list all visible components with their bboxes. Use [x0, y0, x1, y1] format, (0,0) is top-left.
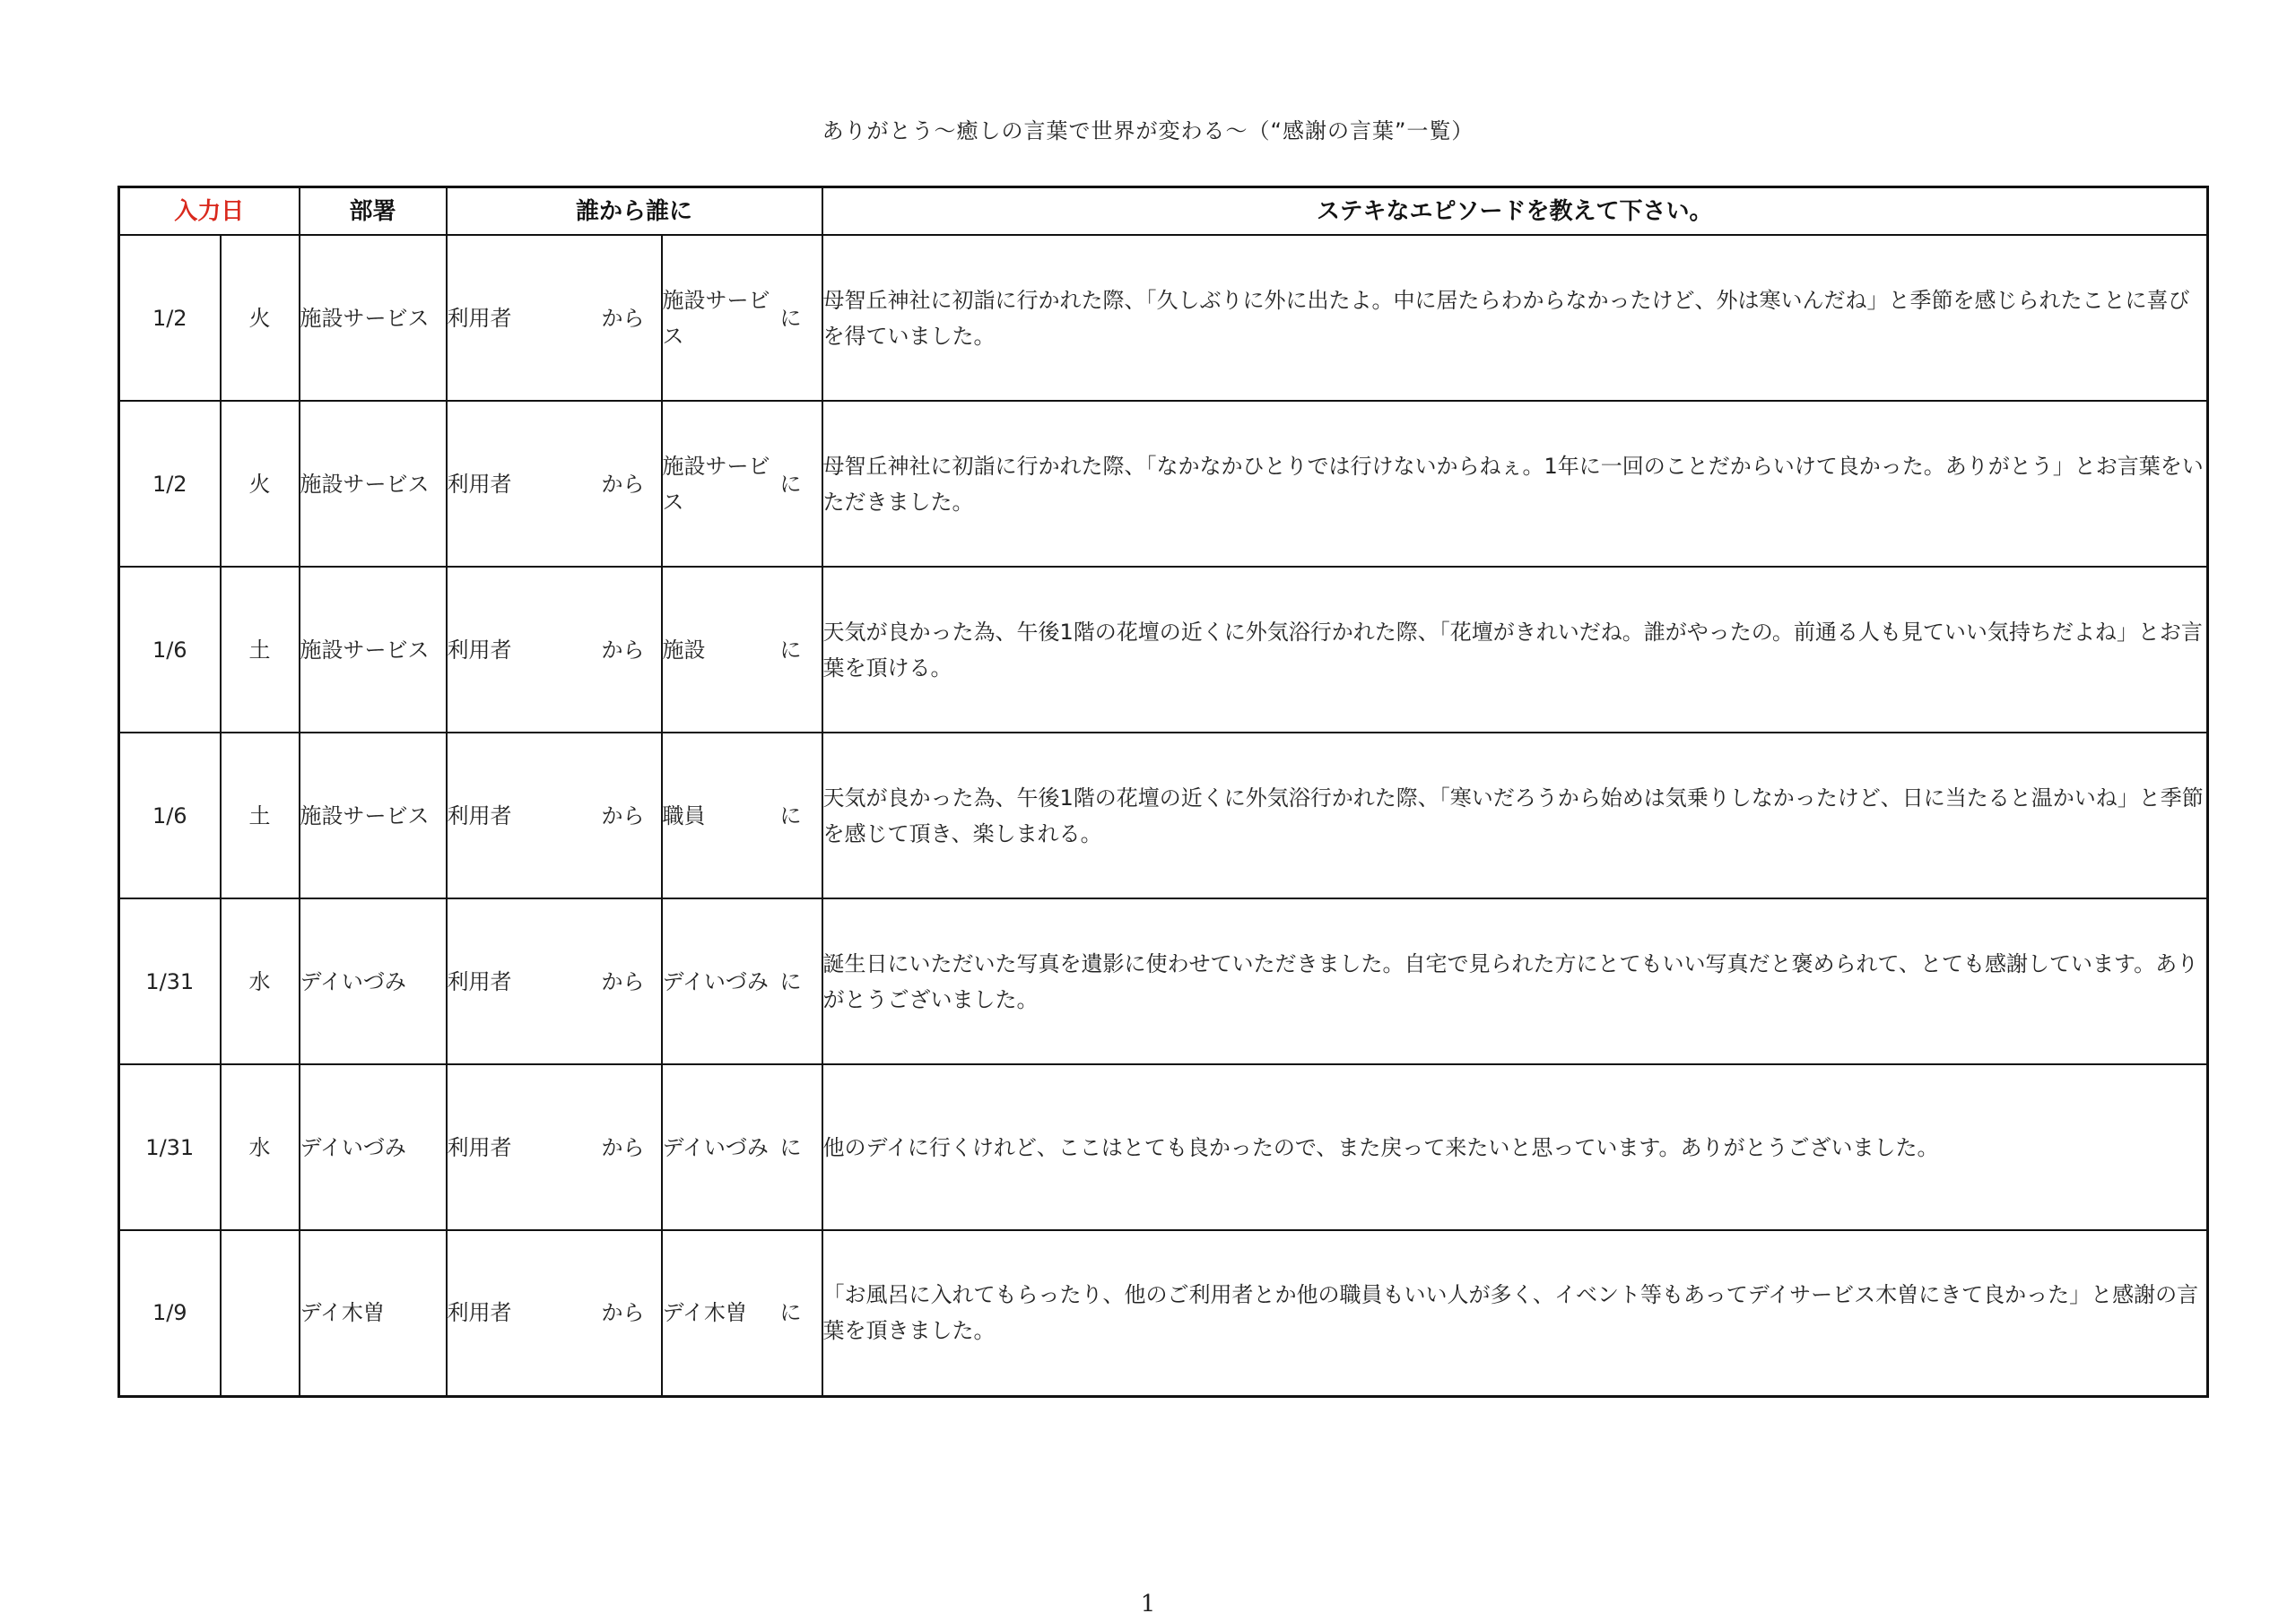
- row-episode: 「お風呂に入れてもらったり、他のご利用者とか他の職員もいい人が多く、イベント等もあってデイサービス木曽にきて良かった」と感謝の言葉を頂きました。: [822, 1230, 2208, 1396]
- header-from-to: 誰から誰に: [447, 187, 822, 236]
- row-to-cell: [662, 733, 822, 898]
- header-input-date: 入力日: [119, 187, 300, 236]
- row-from-cell: [447, 733, 662, 898]
- row-from: 利用者: [447, 802, 512, 828]
- row-department: デイ木曽: [300, 1230, 447, 1396]
- row-to-cell: [662, 1064, 822, 1230]
- row-to: 施設サービス: [662, 287, 770, 349]
- row-to-cell: [662, 235, 822, 401]
- row-from: 利用者: [447, 471, 512, 497]
- header-department: 部署: [300, 187, 447, 236]
- row-from-particle: から: [601, 1134, 645, 1160]
- row-to-particle: に: [779, 1300, 802, 1326]
- row-episode: 母智丘神社に初詣に行かれた際、「なかなかひとりでは行けないからねぇ。1年に一回のことだからいけて良かった。ありがとう」とお言葉をいただきました。: [822, 401, 2208, 567]
- row-episode: 天気が良かった為、午後1階の花壇の近くに外気浴行かれた際、「花壇がきれいだね。誰がやったの。前通る人も見ていい気持ちだよね」とお言葉を頂ける。: [822, 567, 2208, 733]
- row-to-cell: [662, 1230, 822, 1396]
- row-department: 施設サービス: [300, 235, 447, 401]
- row-weekday: 水: [221, 898, 300, 1064]
- row-from-cell: [447, 235, 662, 401]
- row-episode: 母智丘神社に初詣に行かれた際、「久しぶりに外に出たよ。中に居たらわからなかったけど、外は寒いんだね」と季節を感じられたことに喜びを得ていました。: [822, 235, 2208, 401]
- row-date: 1/6: [119, 567, 221, 733]
- row-date: 1/2: [119, 401, 221, 567]
- row-episode: 天気が良かった為、午後1階の花壇の近くに外気浴行かれた際、「寒いだろうから始めは気乗りしなかったけど、日に当たると温かいね」と季節を感じて頂き、楽しまれる。: [822, 733, 2208, 898]
- row-from: 利用者: [447, 968, 512, 994]
- row-department: 施設サービス: [300, 567, 447, 733]
- row-department: デイいづみ: [300, 898, 447, 1064]
- row-date: 1/2: [119, 235, 221, 401]
- row-to-particle: に: [779, 802, 802, 828]
- row-to-cell: [662, 898, 822, 1064]
- row-to-cell: [662, 567, 822, 733]
- row-date: 1/6: [119, 733, 221, 898]
- row-from: 利用者: [447, 1300, 512, 1326]
- row-date: 1/31: [119, 898, 221, 1064]
- row-from-particle: から: [601, 305, 645, 331]
- row-to: 職員: [662, 802, 706, 828]
- row-from-particle: から: [601, 637, 645, 663]
- row-to-particle: に: [779, 305, 802, 331]
- row-to-particle: に: [779, 471, 802, 497]
- table-row: [119, 898, 2208, 1064]
- table-row: [119, 733, 2208, 898]
- row-from: 利用者: [447, 1134, 512, 1160]
- row-from: 利用者: [447, 305, 512, 331]
- row-to-particle: に: [779, 637, 802, 663]
- row-weekday: [221, 1230, 300, 1396]
- row-weekday: 土: [221, 733, 300, 898]
- row-date: 1/31: [119, 1064, 221, 1230]
- row-from-cell: [447, 1230, 662, 1396]
- table-row: [119, 1230, 2208, 1396]
- row-from-cell: [447, 898, 662, 1064]
- table-header-row: [119, 187, 2208, 236]
- table-row: [119, 1064, 2208, 1230]
- row-weekday: 火: [221, 235, 300, 401]
- row-to: デイ木曽: [662, 1300, 747, 1326]
- table-row: [119, 235, 2208, 401]
- row-department: デイいづみ: [300, 1064, 447, 1230]
- row-to: 施設サービス: [662, 453, 770, 515]
- document-title: ありがとう〜癒しの言葉で世界が変わる〜（“感謝の言葉”一覧）: [822, 118, 1474, 143]
- row-to-cell: [662, 401, 822, 567]
- row-episode: 誕生日にいただいた写真を遺影に使わせていただきました。自宅で見られた方にとてもいい写真だと褒められて、とても感謝しています。ありがとうございました。: [822, 898, 2208, 1064]
- gratitude-table: [117, 186, 2209, 1398]
- row-to: デイいづみ: [662, 968, 769, 994]
- table-row: [119, 401, 2208, 567]
- page-number: 1: [1140, 1591, 1156, 1618]
- row-from-cell: [447, 567, 662, 733]
- row-from-particle: から: [601, 1300, 645, 1326]
- row-department: 施設サービス: [300, 733, 447, 898]
- row-from: 利用者: [447, 637, 512, 663]
- row-weekday: 水: [221, 1064, 300, 1230]
- row-department: 施設サービス: [300, 401, 447, 567]
- row-from-particle: から: [601, 471, 645, 497]
- row-episode: 他のデイに行くけれど、ここはとても良かったので、また戻って来たいと思っています。ありがとうございました。: [822, 1064, 2208, 1230]
- row-from-particle: から: [601, 968, 645, 994]
- row-from-cell: [447, 1064, 662, 1230]
- row-date: 1/9: [119, 1230, 221, 1396]
- row-to-particle: に: [779, 1134, 802, 1160]
- row-to-particle: に: [779, 968, 802, 994]
- table-row: [119, 567, 2208, 733]
- header-episode: ステキなエピソードを教えて下さい。: [822, 187, 2208, 236]
- row-to: 施設: [662, 637, 706, 663]
- row-weekday: 土: [221, 567, 300, 733]
- row-weekday: 火: [221, 401, 300, 567]
- row-to: デイいづみ: [662, 1134, 769, 1160]
- row-from-particle: から: [601, 802, 645, 828]
- row-from-cell: [447, 401, 662, 567]
